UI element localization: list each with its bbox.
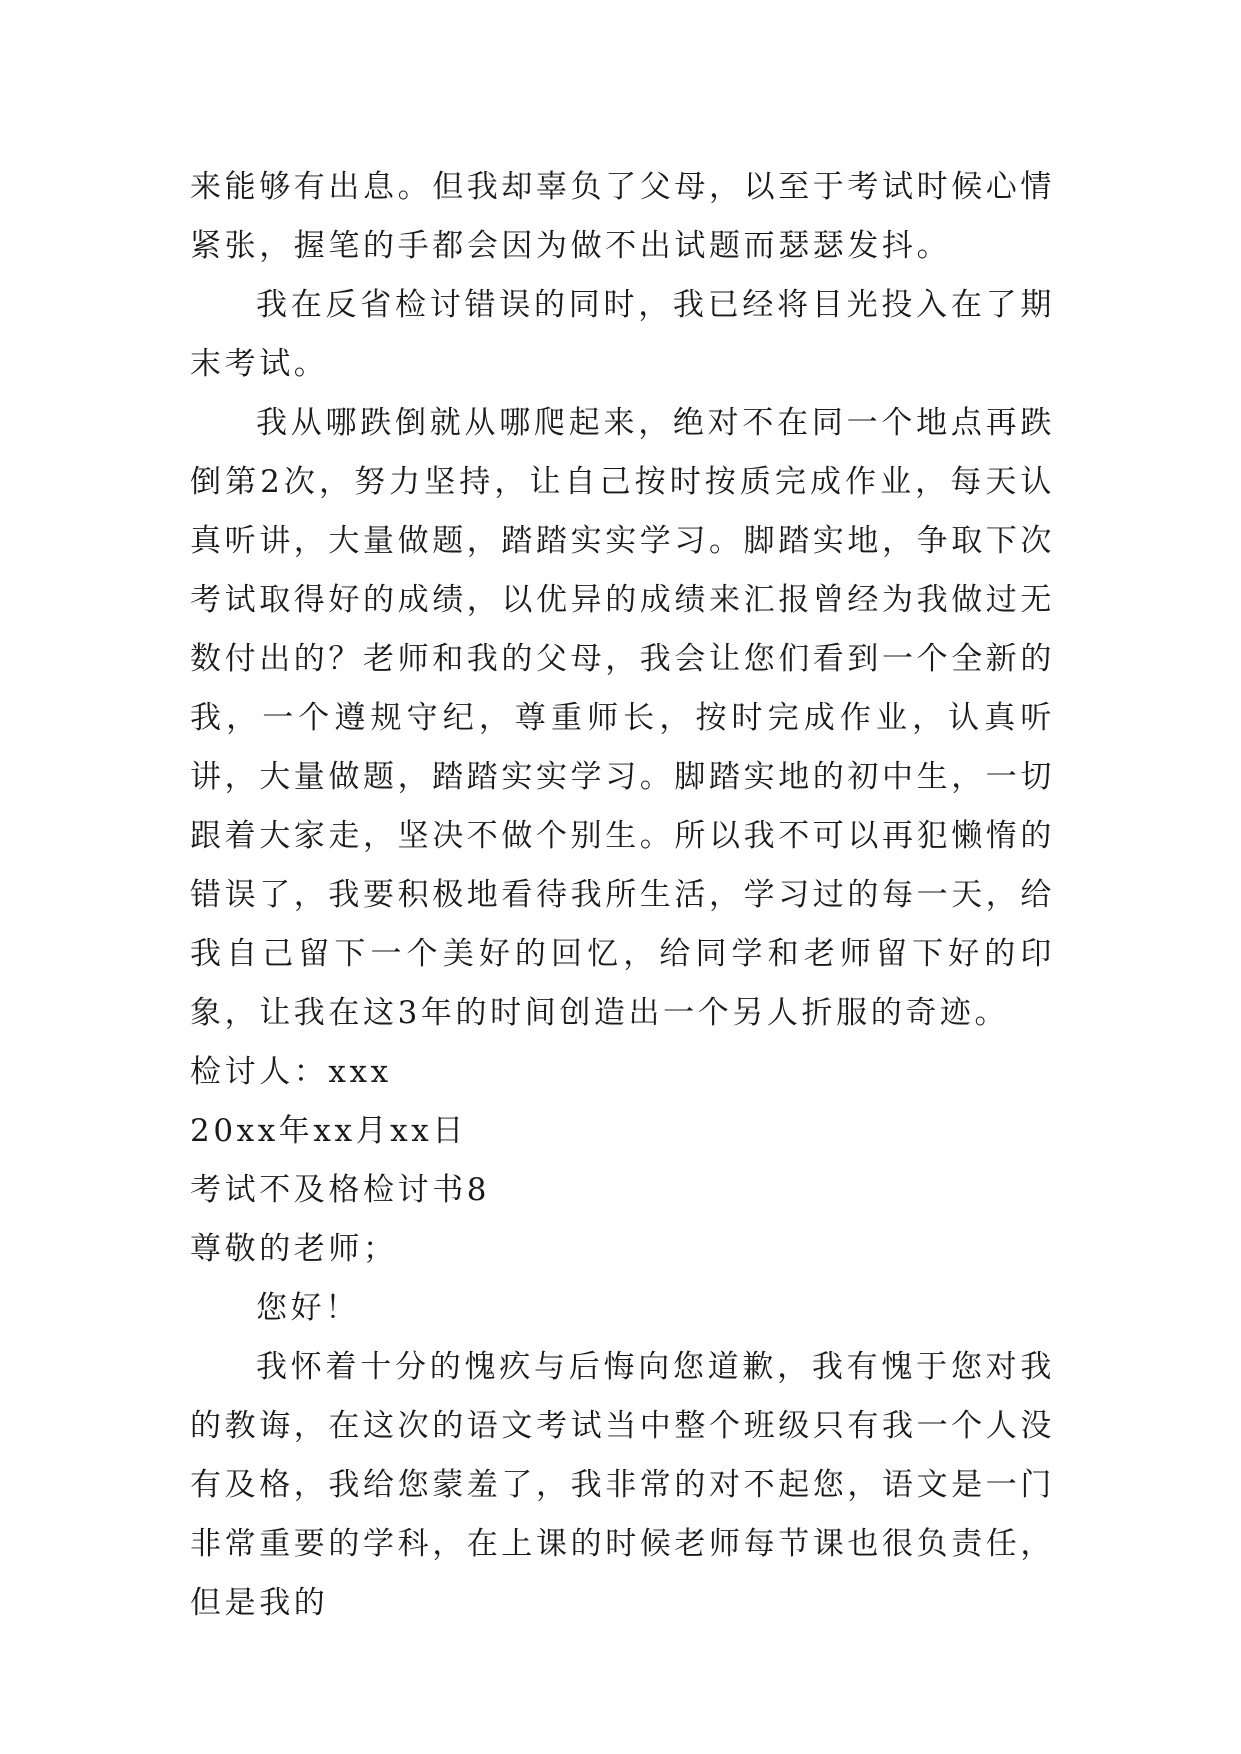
paragraph-reflection: 我在反省检讨错误的同时，我已经将目光投入在了期末考试。: [190, 287, 1055, 382]
salutation: 尊敬的老师；: [190, 1231, 398, 1267]
paragraph-continuation: 来能够有出息。但我却辜负了父母，以至于考试时候心情紧张，握笔的手都会因为做不出试题而瑟瑟发抖。: [190, 169, 1055, 264]
date-line: 20xx年xx月xx日: [190, 1113, 467, 1149]
document-body: [190, 158, 1055, 1633]
paragraph-apology: 我怀着十分的愧疚与后悔向您道歉，我有愧于您对我的教诲，在这次的语文考试当中整个班级只有我一个人没有及格，我给您蒙羞了，我非常的对不起您，语文是一门非常重要的学科，在上课的时候老师每节课也很负责任，但是我的: [190, 1349, 1055, 1621]
section-title: 考试不及格检讨书8: [190, 1172, 491, 1208]
paragraph-resolution: 我从哪跌倒就从哪爬起来，绝对不在同一个地点再跌倒第2次，努力坚持，让自己按时按质完成作业，每天认真听讲，大量做题，踏踏实实学习。脚踏实地，争取下次考试取得好的成绩，以优异的成绩来汇报曾经为我做过无数付出的？老师和我的父母，我会让您们看到一个全新的我，一个遵规守纪，尊重师长，按时完成作业，认真听讲，大量做题，踏踏实实学习。脚踏实地的初中生，一切跟着大家走，坚决不做个别生。所以我不可以再犯懒惰的错误了，我要积极地看待我所生活，学习过的每一天，给我自己留下一个美好的回忆，给同学和老师留下好的印象，让我在这3年的时间创造出一个另人折服的奇迹。: [190, 405, 1055, 1031]
signer-line: 检讨人：xxx: [190, 1054, 392, 1090]
greeting: 您好！: [256, 1290, 360, 1326]
